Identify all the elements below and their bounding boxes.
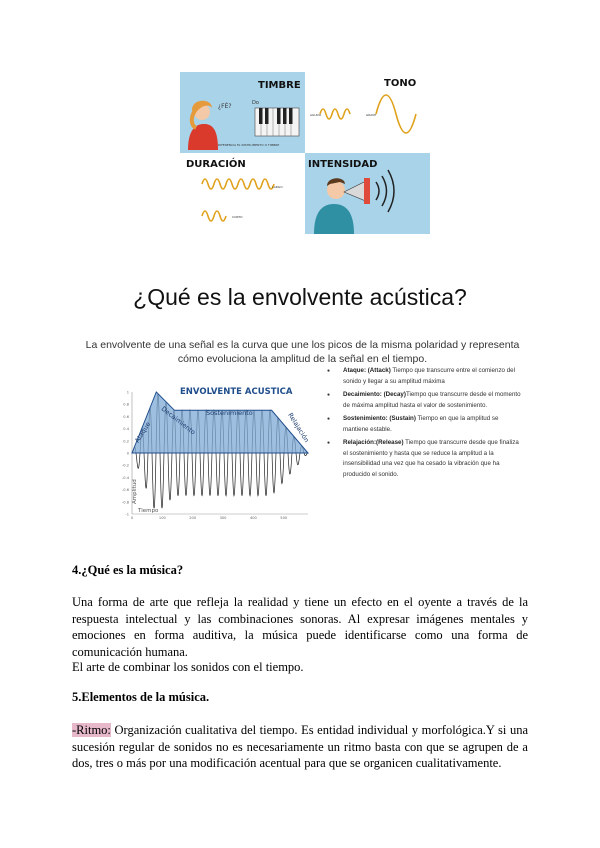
tono-label-agudo: AGUDO [310, 113, 322, 117]
envelope-intro: La envolvente de una señal es la curva que une los picos de la misma polaridad y representa cómo evoluciona la amplitud de la señal en el tiempo. [85, 339, 520, 365]
y-tick-label: 1 [126, 390, 129, 395]
legend-text: Tiempo que transcurre desde el momento de máxima amplitud hasta el valor de sostenimiento. [343, 391, 521, 409]
phase-decay-label: Decaimiento [159, 404, 197, 437]
timbre-caption: DIFERENCIA EL INSTRUMENTO O TIMBRE [218, 143, 280, 147]
ritmo-paragraph [72, 722, 528, 772]
dur-label-corto: CORTO [232, 215, 243, 219]
envelope-legend [323, 366, 523, 483]
y-tick-label: 0.2 [123, 439, 129, 444]
phase-release-label: Relajación [286, 411, 311, 444]
x-tick-label: 300 [219, 516, 227, 520]
y-tick-label: -0.2 [121, 463, 129, 468]
section-4-definition: El arte de combinar los sonidos con el tiempo. [72, 660, 304, 674]
section-4-paragraph: Una forma de arte que refleja la realidad y tiene un efecto en el oyente a través de la respuesta intelectual y las combinaciones sonoras. Al expresar imágenes mentales y emociones en forma auditiva, la música puede identificarse como una forma de comunicación humana. [72, 595, 528, 659]
legend-text: Tiempo que transcurre entre el comienzo del sonido y llegar a su amplitud máxima [343, 367, 515, 385]
y-tick-label: 0 [126, 451, 129, 456]
legend-term: Relajación:(Release) [343, 439, 404, 446]
x-tick-label: 200 [189, 516, 197, 520]
page-heading: ¿Qué es la envolvente acústica? [133, 284, 467, 310]
x-tick-label: 0 [130, 516, 134, 520]
envelope-chart [110, 380, 315, 528]
envelope-area [132, 392, 311, 453]
dur-label-largo: LARGO [272, 185, 283, 189]
y-tick-label: -0.8 [121, 500, 129, 505]
intensidad-title: INTENSIDAD [308, 159, 378, 170]
legend-item-decay [323, 390, 523, 411]
tono-label-grave: GRAVE [366, 113, 377, 117]
legend-text: Tiempo en que la amplitud se mantiene estable. [343, 415, 499, 433]
legend-term: Decaimiento: (Decay) [343, 391, 406, 398]
tono-title: TONO [384, 78, 417, 89]
piano-keys [255, 108, 299, 136]
phase-sustain-label: Sostenimiento [206, 409, 253, 417]
x-tick-label: 100 [158, 516, 166, 520]
chart-title: ENVOLVENTE ACUSTICA [180, 387, 293, 397]
legend-term: Ataque: (Attack) [343, 367, 391, 374]
chart-xlabel: Tiempo [138, 508, 159, 514]
music-elements-collage [180, 72, 430, 234]
section-5-title: 5.Elementos de la música. [72, 690, 210, 704]
legend-item-attack [323, 366, 523, 387]
ritmo-label: -Ritmo: [72, 723, 111, 737]
y-tick-label: -0.6 [121, 488, 129, 493]
speech-bubble-text: ¿FÉ? [218, 103, 232, 110]
y-tick-label: -0.4 [121, 475, 129, 480]
note-label: Do [252, 100, 259, 106]
timbre-title: TIMBRE [258, 80, 301, 91]
legend-item-sustain [323, 414, 523, 435]
x-tick-label: 500 [280, 516, 288, 520]
legend-term: Sostenimiento: (Sustain) [343, 415, 416, 422]
y-tick-label: 0.6 [123, 414, 129, 419]
x-tick-label: 400 [249, 516, 257, 520]
phase-attack-label: Ataque [133, 420, 153, 445]
ritmo-text: Organización cualitativa del tiempo. Es entidad individual y morfológica.Y si una sucesión regular de sonidos no es necesariamente un ritmo basta con que se agrupen de a dos, tres o más por una modificación acentual para que se organicen cualitativamente. [72, 723, 528, 771]
section-4-title: 4.¿Qué es la música? [72, 563, 184, 577]
legend-item-release [323, 438, 523, 480]
y-tick-label: 0.4 [123, 427, 129, 432]
duracion-title: DURACIÓN [186, 159, 246, 170]
legend-text: Tiempo que transcurre desde que finaliza el sostenimiento y hasta que se reduce la amplitud a la insensibilidad una vez que ha cesado la vibración que ha producido el sonido. [343, 439, 519, 478]
y-tick-label: -1 [125, 512, 129, 517]
y-tick-label: 0.8 [123, 402, 129, 407]
chart-ylabel: Amplitud [132, 479, 138, 504]
